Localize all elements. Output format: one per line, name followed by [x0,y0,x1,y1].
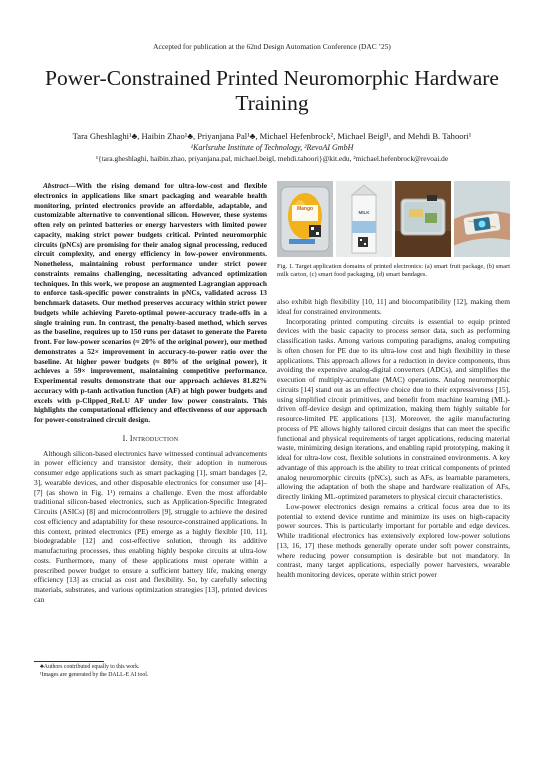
footnote-image-source: ¹Images are generated by the DALL-E AI tool. [40,671,149,678]
right-column [277,297,510,580]
section-heading-introduction: I. Introduction [122,433,179,443]
intro-paragraph-3: Low-power electronics design remains a critical focus area due to its potential to extend device runtime and minimize its uses on high-capacity power sources. This is particularly important for portable and edge devices. While traditional electronics has extensively explored low-power solutions [13, 16, 17] these methods generally operate under soft power constraints, where reducing power consumption is desirable but not mandatory. In contrast, many target applications, especially power harvesters, wearable health monitoring devices, operate within strict power [277,501,510,579]
abstract [34,181,267,425]
mango-label: Mango [296,206,314,212]
acceptance-note: Accepted for publication at the 62nd Design Automation Conference (DAC ’25) [153,42,391,51]
footnote-equal-contribution: ♣Authors contributed equally to this work. [40,664,140,670]
figure-panel-food-packaging [395,181,451,257]
figure-panel-smart-bandage [454,181,510,257]
paper-title: Power-Constrained Printed Neuromorphic Hardware Training [45,66,499,115]
figure-1 [277,181,510,257]
left-column [34,181,267,605]
figure-panel-fruit-package [277,181,333,257]
footnote-divider [34,661,104,662]
intro-paragraph-1-continued: also exhibit high flexibility [10, 11] and biocompatibility [12], making them ideal for constrained environments. [277,297,510,316]
intro-paragraph-2: Incorporating printed computing circuits is essential to equip printed devices with the basic capacity to process sensor data, such as performing classification tasks. Among various computing paradigms, analog computing is often chosen for PE due to its ultra-low cost and high flexibility in these applications. This approach allows for a reduction in device components, thus avoiding the expensive analog-digital converters (ADCs), and simplifies the execution of multiply-accumulate (MAC) operations. Analog neuromorphic circuits [14] stand out as an effective choice due to their expressiveness [15], using simplified circuit primitives, and benefit from machine learning (ML)-driven off-device design and optimization, making them highly suitable for resource-limited PE applications [13]. Moreover, the agile manufacturing process of PE allows highly tailored circuit designs that can meet the specific functional and physical requirements of target applications, reducing material waste, minimizing design iterations, and enabling rapid prototyping, making it ideal for ultra-low cost, flexible solutions in constrained environments. A key advantage of this approach is the ability to treat critical components of printed analog neuromorphic circuits (pNCs), such as AFs, as learnable parameters, allowing the adaptation of both the shape and hardware realization of AFs, directly linking ML-optimized parameters to physical circuit characteristics. [277,316,510,501]
affiliations: ¹Karlsruhe Institute of Technology, ²RevoAI GmbH [190,143,354,152]
figure-panel-milk-carton [336,181,392,257]
author-list: Tara Gheshlaghi¹♣, Haibin Zhao¹♣, Priyanjana Pal¹♣, Michael Hefenbrock², Michael Beigl¹, and Mehdi B. Tahoori¹ [72,131,472,141]
footnotes [34,664,267,679]
milk-label: MILK [358,210,370,215]
abstract-text: —With the rising demand for ultra-low-cost and flexible electronics in applications like smart packaging and wearable health monitoring, printed electronics provide an affordable, adaptable, and customizable alternative to conventional silicon. However, these systems often rely on printed batteries or energy harvesters with limited power capacity, making strict power budgets critical. Printed neuromorphic circuits (pNCs) are promising for their analog signal processing, reduced circuit complexity, and energy efficiency in low-power environments. Nonetheless, maintaining robust performance under strict power constraints remains challenging, necessitating advanced optimization techniques. In this work, we propose an augmented Lagrangian approach to enforce task-specific power constraints in pNCs, validated across 13 benchmark datasets. Our method preserves accuracy within strict power budgets while achieving Pareto-optimal power-accuracy trade-offs in a single training run. In contrast, the penalty-based method, which serves as the baseline, requires up to 150 runs per dataset to generate the Pareto front. For low-power scenarios (≈ 20% of the original power), our method demonstrates a 52× improvement in accuracy-to-power ratio over the baseline. At higher power budgets (≈ 80% of the original power), it achieves a 59× improvement, maintaining competitive performance. Experimental results demonstrate that our approach achieves 81.82% accuracy with p-tanh activation function (AF) at high power budgets and excels with p-Clipped_ReLU AF under low power constraints. This highlights the computational efficiency and effectiveness of our approach for power-constrained circuit design. [34,181,267,424]
author-emails: ¹{tara.gheshlaghi, haibin.zhao, priyanjana.pal, michael.beigl, mehdi.tahoori}@kit.edu, ²michael.hefenbrock@revoai.de [95,154,449,163]
figure-1-caption: Fig. 1. Target application domains of printed electronics: (a) smart fruit package, (b) smart milk carton, (c) smart food packaging, (d) smart bandages. [277,263,510,279]
abstract-label: Abstract [43,181,69,190]
intro-paragraph-1: Although silicon-based electronics have witnessed continual advancements in power efficiency and transistor density, their adoption in numerous consumer edge applications such as smart packaging [1], smart bandages [2, 3], wearable devices, and other disposable electronics for consumer use [4]–[7] (as shown in Fig. 1¹) remains a challenge. Even the most affordable traditional silicon-based electronics, such as Application-Specific Integrated Circuits (ASICs) [8] and microcontrollers [9], struggle to achieve the desired cost efficiency and adaptability for these resource-constrained applications. In this context, printed electronics (PE) emerge as a highly flexible [10, 11], biodegradable [12] and cost-effective solution, through its additive manufacturing processes, thus enabling highly bespoke circuits at ultra-low costs. Furthermore, many of these applications must operate within a prescribed power budget to ensure a sufficient battery life, making energy efficiency [13] as crucial as cost and flexibility. So, by carefully selecting materials, substrates, and various optimization strategies [13], printed devices can [34,448,267,604]
